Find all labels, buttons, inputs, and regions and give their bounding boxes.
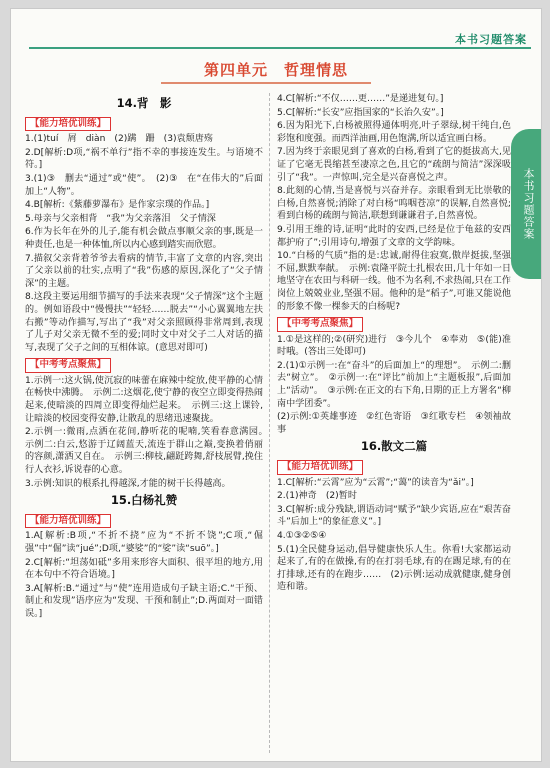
answer-item: 2.示例一:微雨,点洒在花间,静听花的呢喃,笑看春意满园。 示例二:白云,悠游于辽阔蓝天,流连于群山之巅,变换着俏丽的容颜,潇洒又自在。 示例三:柳枝,翩跹跨舞,舒枝展臂,挽住行人衣衫,诉说春的心意。 bbox=[25, 427, 273, 476]
side-tab: 本书习题答案 bbox=[511, 129, 542, 279]
section-label: 【能力培优训练】 bbox=[25, 117, 111, 132]
lesson-title: 14.背 影 bbox=[116, 96, 172, 110]
answer-item: 3.(1)③ 删去“通过”或“使”。 (2)③ 在“在伟大的”后面加上“人物”。 bbox=[25, 173, 263, 197]
answer-item: 5.(1)全民健身运动,倡导健康快乐人生。你看!大家都运动起来了,有的在做操,有的在打羽毛球,有的在踢足球,有的在打排球,还有的在跑步…… (2)示例:运动成就健康,健身创造和谐。 bbox=[277, 544, 511, 593]
answer-list bbox=[277, 477, 511, 594]
answer-list bbox=[277, 334, 511, 437]
answer-item: 8.这段主要运用细节描写的手法来表现“父子情深”这个主题的。例如语段中“慢慢扶”“轻轻……脱去”“小心翼翼地左扶右搬”等动作描写,写出了“我”对父亲照顾得非常周到,表现了儿子对父亲无微不至的爱;同时文中对父子二人对话的描写,表现了父子之间的互相体谅。(意思对即可) bbox=[25, 292, 263, 353]
answer-list bbox=[25, 133, 263, 354]
answer-list bbox=[277, 93, 511, 313]
answer-item: 4.B[解析:《紫藤萝瀑布》是作家宗璞的作品。] bbox=[25, 200, 210, 211]
section-label: 【中考考点聚焦】 bbox=[25, 358, 111, 373]
answer-item: (2)示例:①英雄事迹 ②红色寄语 ③红歌专栏 ④领袖故事 bbox=[277, 412, 511, 435]
unit-title-rule bbox=[161, 82, 371, 84]
answer-item: 4.①③②⑤④ bbox=[277, 531, 327, 541]
answer-item: 2.D[解析:D项,“祸不单行”指不幸的事接连发生。与语境不符。] bbox=[25, 147, 263, 171]
textbook-page bbox=[10, 8, 542, 762]
answer-item: 5.母亲与父亲相背 “我”为父亲落泪 父子情深 bbox=[25, 213, 216, 224]
answer-item: 1.A[解析:B项,“不折不挠”应为“不折不饶”;C项,“倔强”中“倔”读“jué”;D项,“婆娑”的“娑”读“suō”。] bbox=[25, 531, 263, 554]
answer-item: 6.因为阳光下,白杨被照得通体明亮,叶子翠绿,树干纯白,色彩饱和度强。而西洋油画,用色饱满,所以适宜画白杨。 bbox=[277, 121, 511, 144]
answer-item: 1.C[解析:“云霄”应为“云霄”;“蔼”的读音为“ǎi”。] bbox=[277, 477, 474, 488]
answer-item: 7.因为终于亲眼见到了喜欢的白杨,看到了它的挺拔高大,见证了它毫无畏缩甚至凄凉之色,且它的“疏朗与简洁”深深吸引了“我”。一声惊叫,完全是兴奋喜悦之声。 bbox=[277, 147, 511, 183]
answer-item: 1.示例一:这火锅,使沉寂的味蕾在麻辣中绽放,使平静的心情在畅快中沸腾。 示例二:这烟花,使宁静的夜空立即变得热闹起来,使暗淡的四周立即变得灿烂起来。 示例三:这上课铃,让暗淡的校园变得安静,让散乱的思绪迅速聚拢。 bbox=[25, 375, 263, 424]
section-label: 【能力培优训练】 bbox=[277, 460, 363, 475]
answer-item: 3.示例:知识的根系扎得越深,才能的树干长得越高。 bbox=[25, 478, 231, 489]
header-tag: 本书习题答案 bbox=[455, 33, 527, 46]
answer-item: 8.此刻的心情,当是喜悦与兴奋并存。亲眼看到无比崇敬的白杨,自然喜悦;消除了对白杨“呜咽苍凉”的误解,自然喜悦;看到白杨的疏朗与简洁,联想到谦谦君子,自然喜悦。 bbox=[277, 186, 511, 222]
left-column bbox=[25, 93, 273, 622]
column-divider bbox=[269, 93, 270, 753]
answer-item: 1.①是这样的;②(研究)进行 ③今儿个 ④奉劝 ⑤(能)准时哦。(答出三处即可) bbox=[277, 334, 511, 358]
answer-item: 1.(1)tuí 屑 diàn (2)蹒 跚 (3)袁颓唐殇 bbox=[25, 134, 213, 145]
answer-list bbox=[25, 375, 273, 490]
answer-item: 10.“白杨的气质”指的是:忠诚,耐得住寂寞,傲岸挺拔,坚强不屈,默默奉献。 示例:袁隆平院士扎根农田,几十年如一日地坚守在农田与科研一线。他不为名利,不求热闹,只在工作岗位上兢兢业业,坚强不屈。他种的是“稻子”,可谁又能说他的形象不像一棵参天的白杨呢? bbox=[277, 251, 511, 312]
lesson-title: 16.散文二篇 bbox=[360, 439, 428, 454]
answer-item: 5.C[解析:“长安”应指国家的“长治久安”。] bbox=[277, 107, 444, 118]
answer-item: 2.(1)①示例一:在“奋斗”的后面加上“的理想”。 示例二:删去“树立”。 ②示例一:在“评比”前加上“主题板报”,后面加上“活动”。 ③示例:在正文的右下角,日期的正上方署名“柳南中学团委”。 bbox=[277, 360, 511, 409]
unit-title: 第四单元 哲理情思 bbox=[203, 61, 348, 79]
answer-item: 4.C[解析:“不仅……更……”是递进复句。] bbox=[277, 94, 444, 104]
answer-item: 3.C[解析:成分残缺,谓语动词“赋予”缺少宾语,应在“艰苦奋斗”后加上“的象征意义”。] bbox=[277, 504, 511, 528]
answer-item: 2.C[解析:“坦荡如砥”多用来形容大面积、很平坦的地方,用在本句中不符合语境。] bbox=[25, 557, 263, 581]
answer-item: 9.引用王维的诗,证明“此时的安西,已经是位于龟兹的安西都护府了”;引用诗句,增强了文章的文学韵味。 bbox=[277, 224, 511, 248]
section-label: 【能力培优训练】 bbox=[25, 514, 111, 529]
answer-item: 7.描叙父亲背着爷爷去看病的情节,丰富了文章的内容,突出了父亲以前的壮实,点明了“我”伤感的原因,深化了“父子情深”的主题。 bbox=[25, 253, 263, 289]
answer-item: 2.(1)神奇 (2)暂时 bbox=[277, 491, 357, 502]
section-label: 【中考考点聚焦】 bbox=[277, 317, 363, 332]
lesson-title: 15.白杨礼赞 bbox=[110, 493, 178, 508]
header-rule bbox=[29, 47, 531, 49]
answer-list bbox=[25, 530, 263, 620]
right-column bbox=[277, 93, 511, 595]
answer-item: 3.A[解析:B.“通过”与“使”连用造成句子缺主语;C.“干预、制止和发现”语序应为“发现、干预和制止”;D.两面对一面错误。] bbox=[25, 583, 263, 619]
answer-item: 6.作为长年在外的儿子,能有机会做点事顺父亲的事,既是一种责任,也是一种体恤,所以内心感到踏实而欣慰。 bbox=[25, 227, 263, 250]
